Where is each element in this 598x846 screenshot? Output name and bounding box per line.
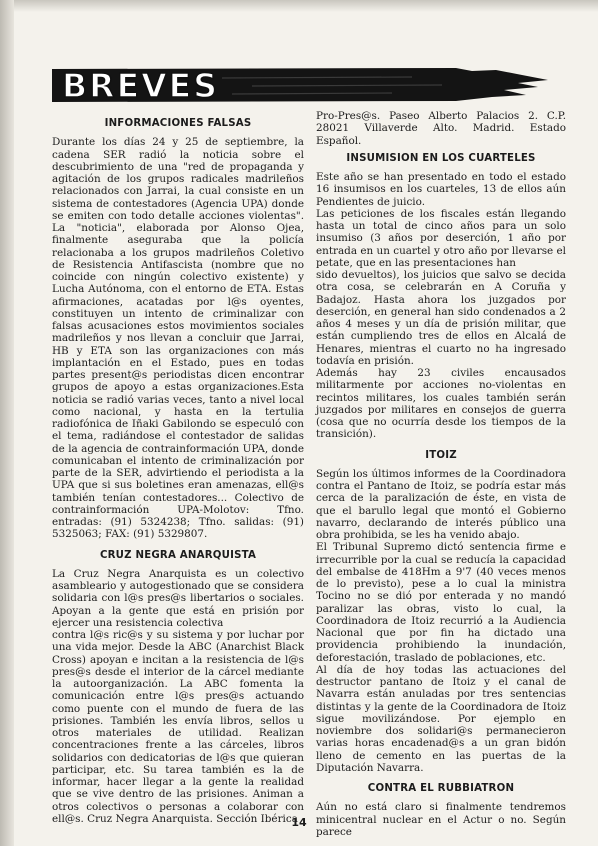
left-column bbox=[52, 118, 304, 825]
right-column bbox=[316, 110, 566, 838]
insumision-paragraph-3: sido devueltos), los juicios que salvo se decida otra cosa, se celebrarán en A Coruña y Badajoz. Hasta ahora los juzgados por deserción, en general han sido condenados a 2 años 4 meses y un día de prisión militar, que están cumpliendo tres de ellos en Alcalá de Henares, mientras el cuarto no ha ingresado todavía en prisión. bbox=[316, 269, 566, 367]
section-title-informaciones-falsas: INFORMACIONES FALSAS bbox=[104, 118, 252, 129]
itoiz-paragraph-2: El Tribunal Supremo dictó sentencia firme e irrecurrible por la cual se reducía la capacidad del embalse de 418Hm a 9'7 (40 veces menos de lo previsto), pese a lo cual la ministra Tocino no se dió por enterada y no mandó paralizar las obras, visto lo cual, la Coordinadora de Itoiz recurrió a la Audiencia Nacional que por fin ha dictado una providencia prohibiendo la inundación, deforestación, traslado de poblaciones, etc. bbox=[316, 541, 566, 664]
insumision-paragraph-1: Este año se han presentado en todo el estado 16 insumisos en los cuarteles, 13 de ellos aún Pendientes de juicio. bbox=[316, 171, 566, 208]
section-title-contra-el-rubbiatron: CONTRA EL RUBBIATRON bbox=[367, 783, 515, 794]
cruz-negra-paragraph-1: La Cruz Negra Anarquista es un colectivo asambleario y autogestionado que se considera solidaria con l@s pres@s libertarios o sociales. Apoyan a la gente que está en prisión por ejercer una resistencia colectiva bbox=[52, 567, 304, 629]
itoiz-paragraph-3: Al día de hoy todas las actuaciones del destructor pantano de Itoiz y el canal de Navarra están anuladas por tres sentencias distintas y la gente de la Coordinadora de Itoiz sigue movilizándose. Por ejemplo en noviembre dos solidari@s permanecieron varias horas encadenad@s a un gran bidón lleno de cemento en las puertas de la Diputación Navarra. bbox=[316, 663, 566, 774]
rubbiatron-paragraph-1: Aún no está claro si finalmente tendremos minicentral nuclear en el Actur o no. Según parece bbox=[316, 801, 566, 838]
insumision-paragraph-2: Las peticiones de los fiscales están llegando hasta un total de cinco años para un solo insumiso (3 años por deserción, 1 año por entrada en un cuartel y otro año por llevarse el petate, que en las presentaciones han bbox=[316, 207, 566, 269]
itoiz-paragraph-1: Según los últimos informes de la Coordinadora contra el Pantano de Itoiz, se podría estar más cerca de la paralización de éste, en vista de que el barullo legal que montó el Gobierno navarro, declarando de interés público una obra prohibida, se les ha venido abajo. bbox=[316, 467, 566, 541]
page-number: 14 bbox=[291, 816, 307, 829]
breves-banner bbox=[52, 66, 548, 104]
section-title-itoiz: ITOIZ bbox=[425, 449, 457, 461]
section-title-insumision: INSUMISION EN LOS CUARTELES bbox=[346, 152, 536, 164]
informaciones-falsas-paragraph: Durante los días 24 y 25 de septiembre, la cadena SER radió la noticia sobre el descubrimiento de una "red de propaganda y agitación de los grupos radicales madrileños relacionados con Jarrai, la cual consiste en un sistema de contestadores (Agencia UPA) donde se emiten con todo detalle acciones violentas". La "noticia", elaborada por Alonso Ojea, finalmente aseguraba que la policía relacionaba a los grupos madrileños Coletivo de Resistencia Antifascista (nombre que no coincide con ningún colectivo existente) y Lucha Autónoma, con el entorno de ETA. Estas afirmaciones, acatadas por l@s oyentes, constituyen un intento de criminalizar con falsas acusaciones estos movimientos sociales madrileños y nos llevan a concluir que Jarrai, HB y ETA son las organizaciones con más implantación en el Estado, pues en todas partes present@s periodistas dicen encontrar grupos de apoyo a estas organizaciones.Esta noticia se radió varias veces, tanto a nivel local como nacional, y hasta en la tertulia radiofónica de Iñaki Gabilondo se especuló con el tema, radiándose el contestador de salidas de la agencia de contrainformación UPA, donde comunicaban el intento de criminalización por parte de la SER, advirtiendo el periodista a la UPA que si sus boletines eran amenazas, ell@s también tenían contestadores... Colectivo de contrainformación UPA-Molotov: Tfno. entradas: (91) 5324238; Tfno. salidas: (91) 5325063; FAX: (91) 5329807. bbox=[52, 136, 304, 541]
section-title-cruz-negra-anarquista: CRUZ NEGRA ANARQUISTA bbox=[99, 549, 257, 561]
cruz-negra-address-continuation: Pro-Pres@s. Paseo Alberto Palacios 2. C.P. 28021 Villaverde Alto. Madrid. Estado Español. bbox=[316, 110, 566, 147]
cruz-negra-paragraph-2: contra l@s ric@s y su sistema y por luchar por una vida mejor. Desde la ABC (Anarchist Black Cross) apoyan e incitan a la resistencia de l@s pres@s desde el interior de la cárcel mediante la autoorganización. La ABC fomenta la comunicación entre l@s pres@s actuando como puente con el mundo de fuera de las prisiones. También les envía libros, sellos u otros materiales de utilidad. Realizan concentraciones frente a las cárceles, libros solidarios con dedicatorias de l@s que quieran participar, etc. Su tarea también es la de informar, hacer llegar a la gente la realidad que se vive dentro de las prisiones. Animan a otros colectivos o personas a colaborar con ell@s. Cruz Negra Anarquista. Sección Ibérica bbox=[52, 629, 304, 825]
page-edge-top bbox=[0, 0, 598, 12]
insumision-paragraph-4: Además hay 23 civiles encausados militarmente por acciones no-violentas en recintos militares, los cuales también serán juzgados por militares en consejos de guerra (cosa que no ocurría desde los tiempos de la transición). bbox=[316, 367, 566, 441]
banner-title: BREVES bbox=[62, 66, 219, 105]
page-edge-left bbox=[0, 0, 14, 846]
